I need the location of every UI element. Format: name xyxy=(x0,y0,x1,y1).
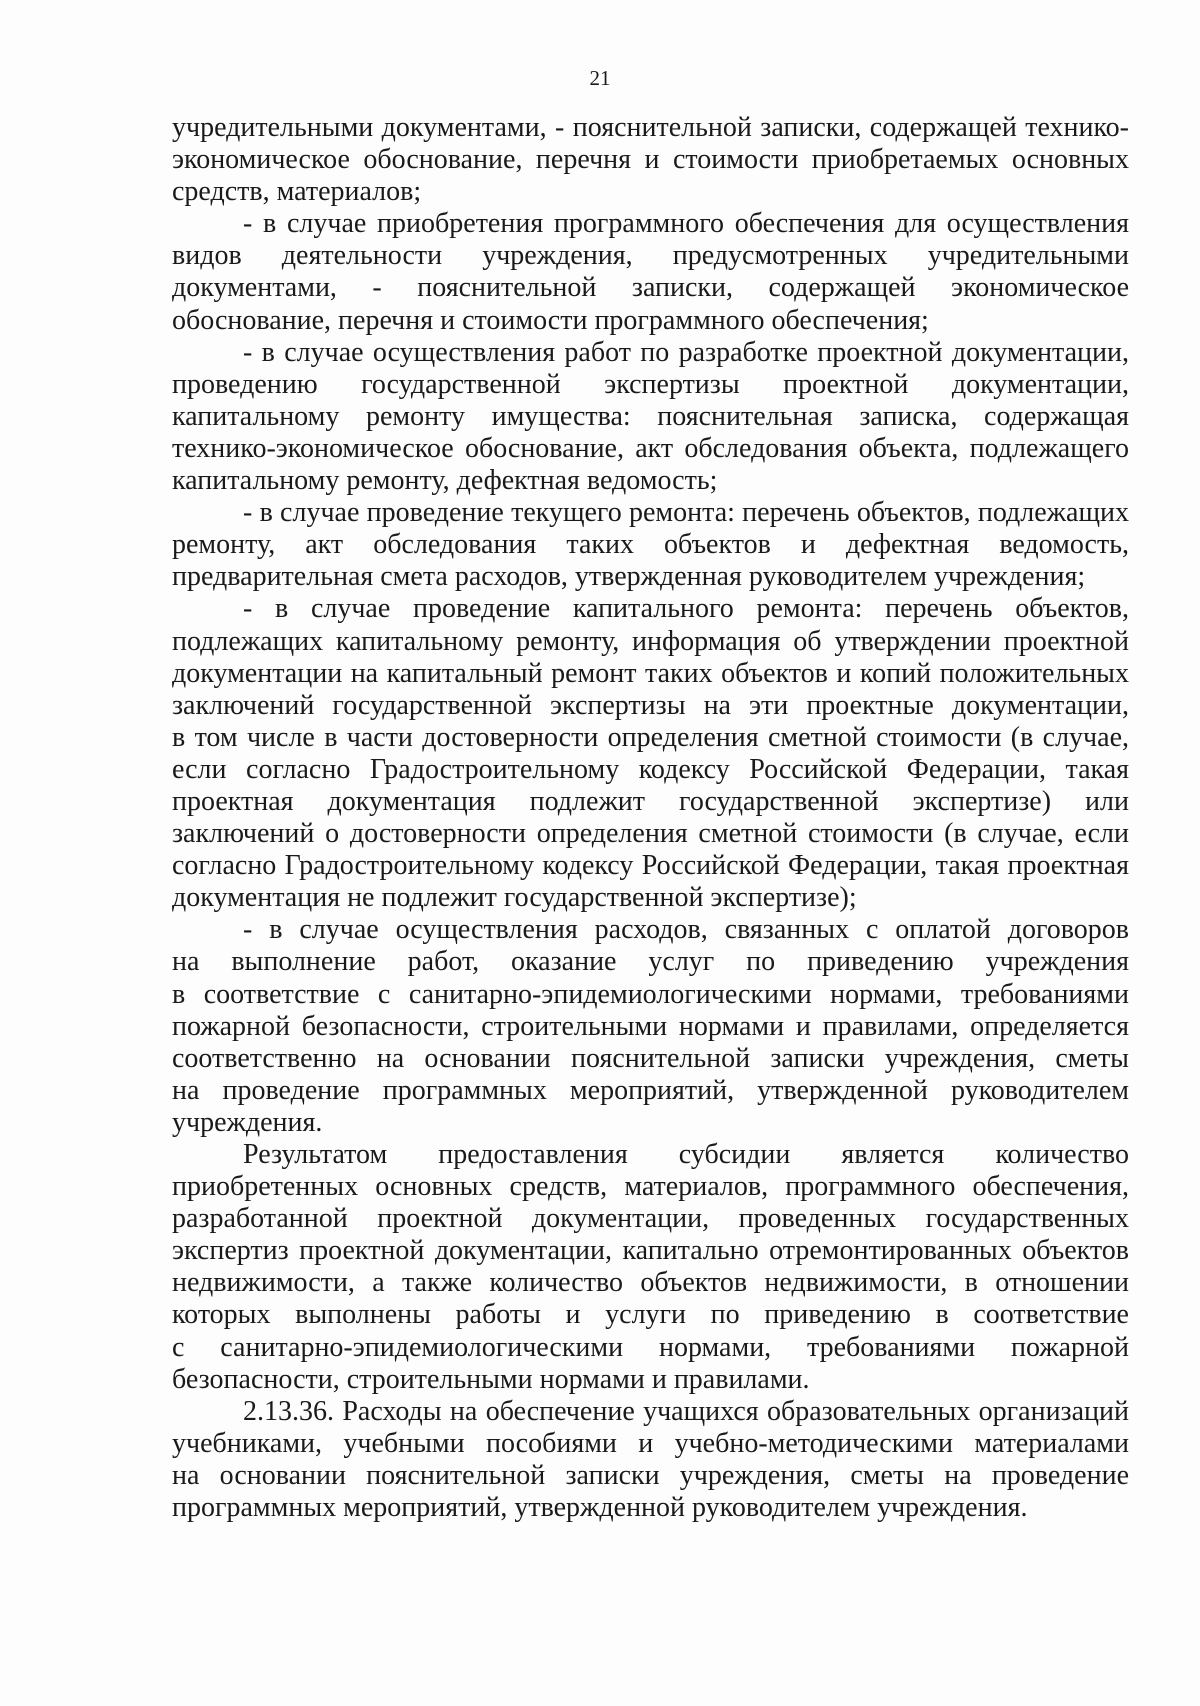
text-line: документации на капитальный ремонт таких объектов и копий положительных xyxy=(172,657,1129,689)
text-line: документами, - пояснительной записки, содержащей экономическое xyxy=(172,272,1129,304)
text-line: 2.13.36. Расходы на обеспечение учащихся образовательных организаций xyxy=(243,1395,1129,1427)
paragraph xyxy=(172,497,1129,593)
text-line: экспертиз проектной документации, капитально отремонтированных объектов xyxy=(172,1235,1129,1267)
text-line: видов деятельности учреждения, предусмотренных учредительными xyxy=(172,240,1129,272)
text-line: заключений о достоверности определения сметной стоимости (в случае, если xyxy=(172,818,1129,850)
text-line: в соответствие с санитарно-эпидемиологическими нормами, требованиями xyxy=(172,978,1129,1010)
paragraph xyxy=(172,1139,1129,1396)
text-line: - в случае проведение текущего ремонта: перечень объектов, подлежащих xyxy=(243,497,1129,529)
text-line: обоснование, перечня и стоимости программного обеспечения; xyxy=(172,304,929,336)
text-line: программных мероприятий, утвержденной руководителем учреждения. xyxy=(172,1492,1028,1524)
text-line: недвижимости, а также количество объектов недвижимости, в отношении xyxy=(172,1267,1129,1299)
text-line: пожарной безопасности, строительными нормами и правилами, определяется xyxy=(172,1010,1129,1042)
paragraph xyxy=(172,593,1129,914)
text-line: учреждения. xyxy=(172,1106,323,1138)
text-line: - в случае приобретения программного обеспечения для осуществления xyxy=(243,208,1129,240)
text-line: разработанной проектной документации, проведенных государственных xyxy=(172,1203,1129,1235)
text-line: капитальному ремонту, дефектная ведомость; xyxy=(172,465,718,497)
text-line: согласно Градостроительному кодексу Российской Федерации, такая проектная xyxy=(172,850,1129,882)
paragraph xyxy=(172,914,1129,1139)
text-line: документация не подлежит государственной экспертизе); xyxy=(172,882,857,914)
text-line: подлежащих капитальному ремонту, информация об утверждении проектной xyxy=(172,625,1129,657)
text-line: предварительная смета расходов, утвержденная руководителем учреждения; xyxy=(172,561,1086,593)
text-line: ремонту, акт обследования таких объектов и дефектная ведомость, xyxy=(172,529,1129,561)
text-line: безопасности, строительными нормами и правилами. xyxy=(172,1363,810,1395)
text-line: экономическое обоснование, перечня и стоимости приобретаемых основных xyxy=(172,144,1129,176)
text-line: проектная документация подлежит государственной экспертизе) или xyxy=(172,785,1129,817)
document-body xyxy=(172,112,1129,1524)
text-line: учебниками, учебными пособиями и учебно-методическими материалами xyxy=(172,1427,1129,1459)
text-line: которых выполнены работы и услуги по приведению в соответствие xyxy=(172,1299,1129,1331)
paragraph xyxy=(172,208,1129,336)
text-line: средств, материалов; xyxy=(172,176,422,208)
text-line: с санитарно-эпидемиологическими нормами, требованиями пожарной xyxy=(172,1331,1129,1363)
text-line: - в случае проведение капитального ремонта: перечень объектов, xyxy=(243,593,1129,625)
text-line: приобретенных основных средств, материалов, программного обеспечения, xyxy=(172,1171,1129,1203)
text-line: Результатом предоставления субсидии является количество xyxy=(243,1139,1129,1170)
text-line: - в случае осуществления работ по разработке проектной документации, xyxy=(243,336,1129,368)
text-line: на выполнение работ, оказание услуг по приведению учреждения xyxy=(172,946,1129,978)
paragraph xyxy=(172,337,1129,497)
text-line: учредительными документами, - пояснительной записки, содержащей технико- xyxy=(172,112,1129,143)
page-number: 21 xyxy=(589,66,611,90)
text-line: технико-экономическое обоснование, акт обследования объекта, подлежащего xyxy=(172,432,1129,464)
text-line: заключений государственной экспертизы на эти проектные документации, xyxy=(172,689,1129,721)
paragraph xyxy=(172,1396,1129,1524)
paragraph xyxy=(172,112,1129,208)
text-line: если согласно Градостроительному кодексу Российской Федерации, такая xyxy=(172,753,1129,785)
text-line: на основании пояснительной записки учреждения, сметы на проведение xyxy=(172,1459,1129,1491)
text-line: капитальному ремонту имущества: пояснительная записка, содержащая xyxy=(172,400,1129,432)
text-line: - в случае осуществления расходов, связанных с оплатой договоров xyxy=(243,914,1129,946)
text-line: на проведение программных мероприятий, утвержденной руководителем xyxy=(172,1074,1129,1106)
text-line: в том числе в части достоверности определения сметной стоимости (в случае, xyxy=(172,721,1129,753)
text-line: проведению государственной экспертизы проектной документации, xyxy=(172,368,1129,400)
text-line: соответственно на основании пояснительной записки учреждения, сметы xyxy=(172,1042,1129,1074)
